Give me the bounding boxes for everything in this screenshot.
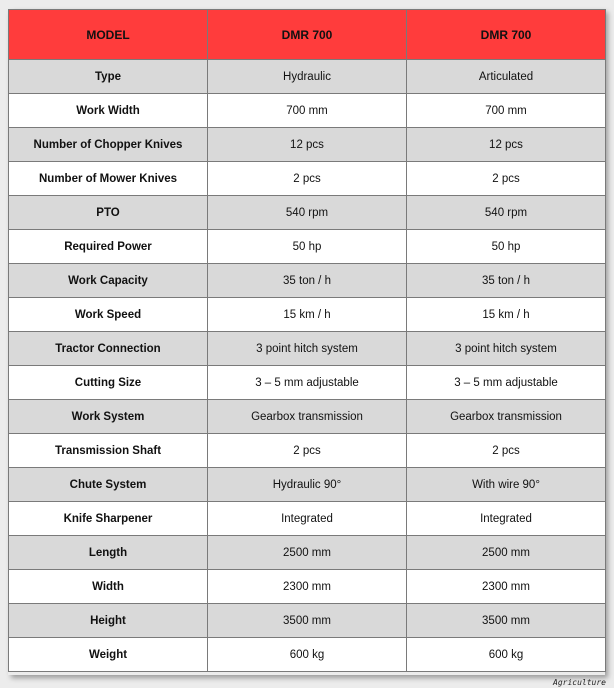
table-row [9, 332, 606, 366]
table-row [9, 264, 606, 298]
row-value-model-1: 2 pcs [208, 434, 407, 468]
row-label: Type [9, 60, 208, 94]
row-label: Cutting Size [9, 366, 208, 400]
row-value-model-2: With wire 90° [407, 468, 606, 502]
row-value-model-1: 15 km / h [208, 298, 407, 332]
row-value-model-1: Hydraulic 90° [208, 468, 407, 502]
table-row [9, 536, 606, 570]
row-value-model-1: 2 pcs [208, 162, 407, 196]
row-value-model-2: 2500 mm [407, 536, 606, 570]
row-label: Tractor Connection [9, 332, 208, 366]
row-value-model-1: 700 mm [208, 94, 407, 128]
table-row [9, 434, 606, 468]
row-label: Number of Chopper Knives [9, 128, 208, 162]
row-value-model-2: 35 ton / h [407, 264, 606, 298]
row-value-model-2: Articulated [407, 60, 606, 94]
row-value-model-2: 15 km / h [407, 298, 606, 332]
spec-table [8, 9, 606, 672]
row-label: Height [9, 604, 208, 638]
table-row [9, 196, 606, 230]
row-value-model-1: 3500 mm [208, 604, 407, 638]
table-row [9, 128, 606, 162]
row-value-model-1: 600 kg [208, 638, 407, 672]
table-row [9, 468, 606, 502]
row-value-model-2: 12 pcs [407, 128, 606, 162]
table-body [9, 60, 606, 672]
row-label: Transmission Shaft [9, 434, 208, 468]
row-value-model-1: Hydraulic [208, 60, 407, 94]
row-label: Work System [9, 400, 208, 434]
watermark-text: Agriculture [553, 678, 606, 687]
row-value-model-1: 3 point hitch system [208, 332, 407, 366]
row-label: Work Speed [9, 298, 208, 332]
row-label: Required Power [9, 230, 208, 264]
row-value-model-2: 3 – 5 mm adjustable [407, 366, 606, 400]
row-value-model-1: 2500 mm [208, 536, 407, 570]
row-value-model-1: Integrated [208, 502, 407, 536]
row-value-model-2: 3 point hitch system [407, 332, 606, 366]
row-label: Length [9, 536, 208, 570]
row-value-model-1: 35 ton / h [208, 264, 407, 298]
header-model: MODEL [9, 10, 208, 60]
table-row [9, 366, 606, 400]
row-label: Work Width [9, 94, 208, 128]
row-value-model-2: 600 kg [407, 638, 606, 672]
table-row [9, 502, 606, 536]
row-label: Number of Mower Knives [9, 162, 208, 196]
table-row [9, 162, 606, 196]
row-value-model-1: 3 – 5 mm adjustable [208, 366, 407, 400]
row-value-model-2: 700 mm [407, 94, 606, 128]
row-value-model-2: 2 pcs [407, 434, 606, 468]
row-value-model-1: 12 pcs [208, 128, 407, 162]
row-label: Weight [9, 638, 208, 672]
spec-table-container [8, 9, 605, 675]
row-value-model-2: 2300 mm [407, 570, 606, 604]
table-row [9, 298, 606, 332]
row-label: Work Capacity [9, 264, 208, 298]
row-value-model-2: Integrated [407, 502, 606, 536]
table-row [9, 230, 606, 264]
row-value-model-1: 50 hp [208, 230, 407, 264]
row-value-model-2: 2 pcs [407, 162, 606, 196]
row-label: Knife Sharpener [9, 502, 208, 536]
table-row [9, 400, 606, 434]
row-label: Width [9, 570, 208, 604]
table-row [9, 570, 606, 604]
row-label: PTO [9, 196, 208, 230]
header-model-2: DMR 700 [407, 10, 606, 60]
row-value-model-1: Gearbox transmission [208, 400, 407, 434]
table-header-row [9, 10, 606, 60]
table-row [9, 604, 606, 638]
header-model-1: DMR 700 [208, 10, 407, 60]
row-label: Chute System [9, 468, 208, 502]
table-row [9, 94, 606, 128]
row-value-model-2: Gearbox transmission [407, 400, 606, 434]
row-value-model-2: 50 hp [407, 230, 606, 264]
row-value-model-2: 540 rpm [407, 196, 606, 230]
row-value-model-2: 3500 mm [407, 604, 606, 638]
table-row [9, 638, 606, 672]
table-row [9, 60, 606, 94]
row-value-model-1: 540 rpm [208, 196, 407, 230]
row-value-model-1: 2300 mm [208, 570, 407, 604]
